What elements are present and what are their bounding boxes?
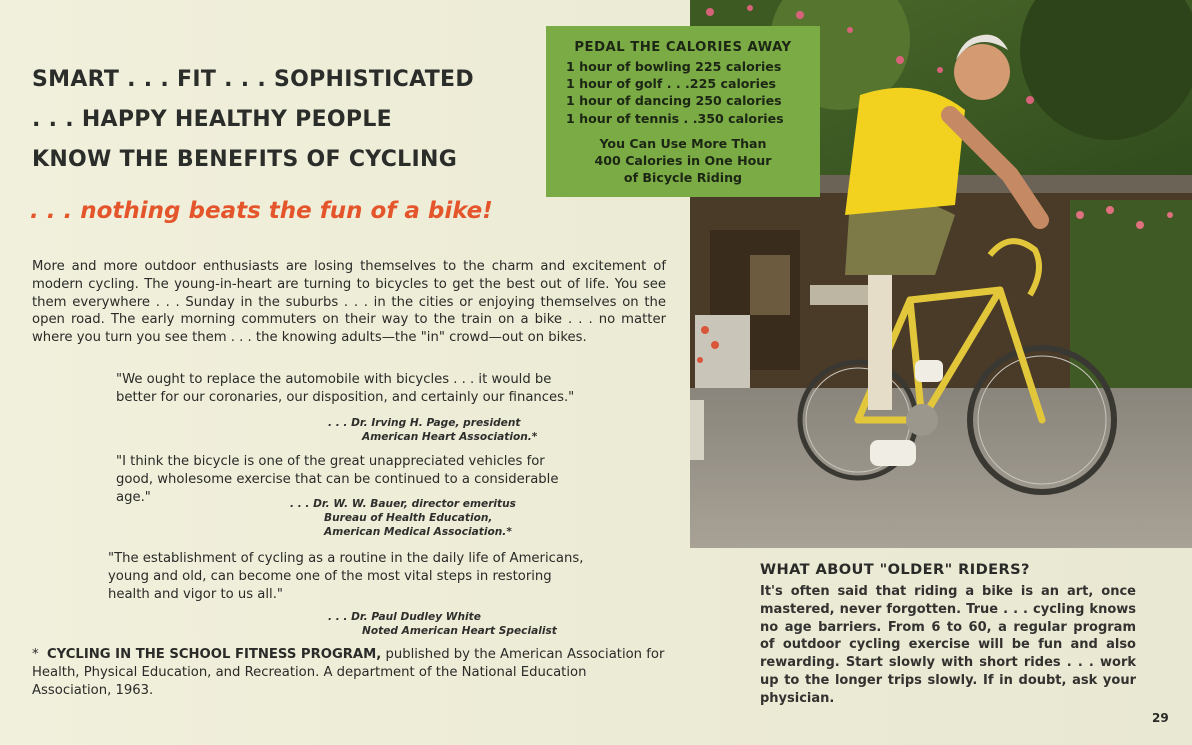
tagline: . . . nothing beats the fun of a bike! <box>30 198 493 224</box>
headline-line-1: SMART . . . FIT . . . SOPHISTICATED <box>32 67 474 92</box>
headline-line-2: . . . HAPPY HEALTHY PEOPLE <box>32 107 393 132</box>
calories-list <box>566 58 808 127</box>
footnote <box>32 646 666 699</box>
attribution-bauer: . . . Dr. W. W. Bauer, director emeritus Bureau of Health Education, American Medical Association.* <box>290 498 516 538</box>
calories-row: 1 hour of golf . . .225 calories <box>566 76 776 92</box>
calories-box <box>546 26 820 197</box>
calories-footer: You Can Use More Than 400 Calories in One Hour of Bicycle Riding <box>594 136 772 186</box>
footnote-lead: CYCLING IN THE SCHOOL FITNESS PROGRAM, <box>46 647 382 662</box>
older-riders-heading: WHAT ABOUT "OLDER" RIDERS? <box>760 561 1030 578</box>
calories-row: 1 hour of bowling 225 calories <box>566 59 782 74</box>
quote-bauer: "I think the bicycle is one of the great unappreciated vehicles for good, wholesome exercise that can be continued to a considerable age." <box>116 454 559 505</box>
attribution-white: . . . Dr. Paul Dudley White Noted American Heart Specialist <box>328 611 557 637</box>
page-number: 29 <box>1152 711 1169 725</box>
quote-page: "We ought to replace the automobile with bicycles . . . it would be better for our coronaries, our disposition, and certainly our finances." <box>116 372 575 405</box>
older-riders-text: It's often said that riding a bike is an art, once mastered, never forgotten. True . . . cycling knows no age barriers. From 6 to 60, a regular program of outdoor cycling exercise will be fun and also rewarding. Start slowly with short rides . . . work up to the longer trips slowly. If in doubt, ask your physician. <box>760 584 1136 706</box>
calories-row: 1 hour of tennis . .350 calories <box>566 110 784 126</box>
calories-row: 1 hour of dancing 250 calories <box>566 93 782 109</box>
quote-white: "The establishment of cycling as a routine in the daily life of Americans, young and old, can become one of the most vital steps in restoring health and vigor to us all." <box>108 551 584 602</box>
footnote-marker: * <box>32 647 39 662</box>
intro-paragraph: More and more outdoor enthusiasts are losing themselves to the charm and excitement of modern cycling. The young-in-heart are turning to bicycles to get the best out of life. You see them everywhere . . . Sunday in the suburbs . . . in the cities or enjoying themselves on the open road. The early morning commuters on their way to the train on a bike . . . no matter where you turn you see them . . . the knowing adults—the "in" crowd—out on bikes. <box>32 259 666 346</box>
attribution-page: . . . Dr. Irving H. Page, president American Heart Association.* <box>328 417 538 443</box>
footnote-rest: published by the American Association for Health, Physical Education, and Recreation. A department of the National Education Association, 1963. <box>32 647 665 698</box>
calories-title: PEDAL THE CALORIES AWAY <box>574 40 792 55</box>
headline <box>32 60 474 180</box>
headline-line-3: KNOW THE BENEFITS OF CYCLING <box>32 147 458 172</box>
